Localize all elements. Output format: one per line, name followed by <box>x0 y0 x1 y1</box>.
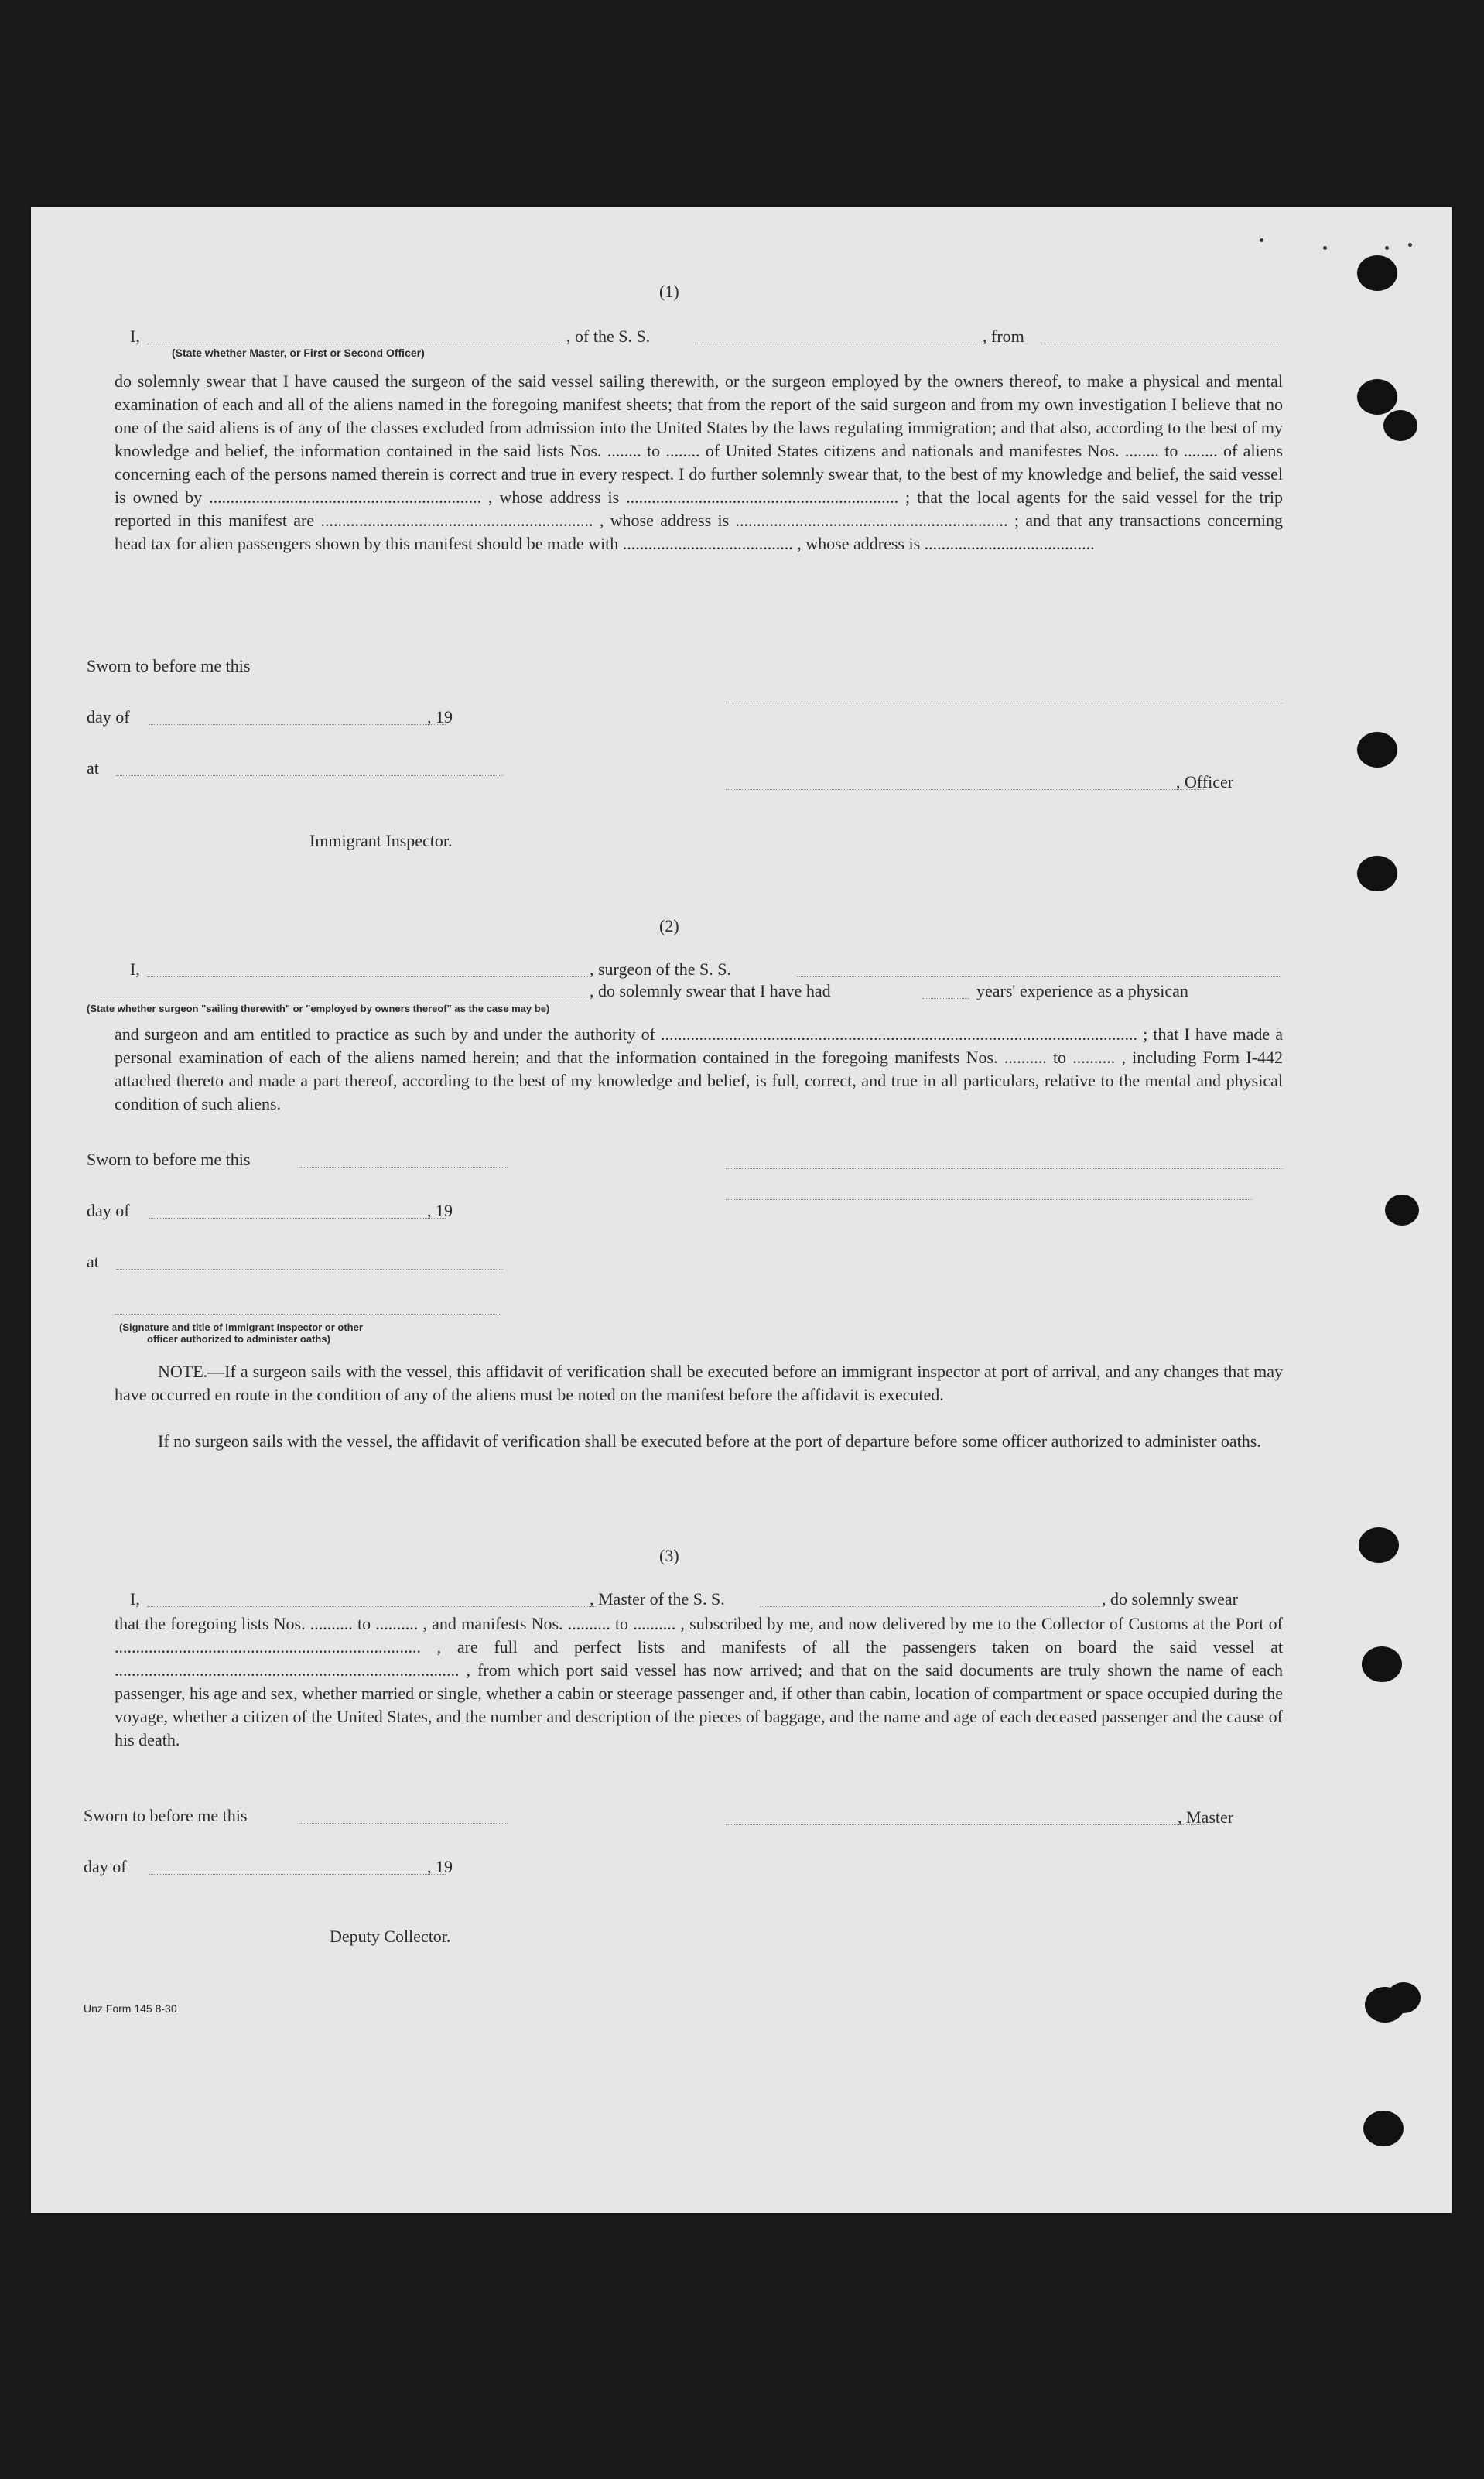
section-3-body: that the foregoing lists Nos. .......... to .......... , and manifests Nos. .......... to .......... , subscribed by me, and now delivered by me to the Collector of Customs at the Port of ........................................................................ , are full and perfect lists and manifests of all the passengers taken on board the said vessel at ................................................................................. , from which port said vessel has now arrived; and that on the said documents are truly shown the name of each passenger, his age and sex, whether married or single, whether a cabin or steerage passenger and, if other than cabin, location of compartment or space occupied during the voyage, whether a citizen of the United States, and the number and description of the pieces of baggage, and the name and age of each deceased passenger and the cause of his death. <box>115 1614 1283 1749</box>
binder-hole <box>1362 1646 1402 1682</box>
note-2: If no surgeon sails with the vessel, the affidavit of verification shall be executed before at the port of departure before some officer authorized to administer oaths. <box>158 1431 1261 1451</box>
sig-note-2: officer authorized to administer oaths) <box>147 1333 330 1345</box>
binder-hole <box>1387 1982 1421 2013</box>
sworn-line-3 <box>299 1823 508 1824</box>
day-line-3 <box>149 1874 446 1875</box>
officer-label: , Officer <box>1176 772 1234 792</box>
sworn-label-1: Sworn to before me this <box>87 656 251 675</box>
deputy-label: Deputy Collector. <box>330 1927 451 1946</box>
speck <box>1260 238 1263 242</box>
binder-hole <box>1359 1527 1399 1563</box>
binder-hole <box>1357 856 1397 891</box>
section-2-body: and surgeon and am entitled to practice as such by and under the authority of ................................................................................................................ ; that I have made a personal examination of each of the aliens named herein; and that the information contained in the foregoing manifests Nos. .......... to .......... , including Form I-442 attached thereto and made a part thereof, according to the best of my knowledge and belief, is full, correct, and true in all particulars, relative to the mental and physical condition of such aliens. <box>115 1024 1283 1113</box>
from-label: , from <box>983 327 1024 346</box>
at-label-2: at <box>87 1252 99 1271</box>
binder-hole <box>1383 410 1417 441</box>
sworn-label-2: Sworn to before me this <box>87 1150 251 1169</box>
at-line-1 <box>116 775 503 776</box>
year-label-2: , 19 <box>427 1201 453 1220</box>
speck <box>1323 246 1327 250</box>
master-sig-line <box>726 1824 1205 1825</box>
master-of-label: , Master of the S. S. <box>590 1589 725 1609</box>
surgeon-of-label: , surgeon of the S. S. <box>590 959 731 979</box>
section-3-number: (3) <box>659 1546 679 1565</box>
day-of-label-2: day of <box>87 1201 130 1220</box>
section-1-body: do solemnly swear that I have caused the surgeon of the said vessel sailing therewith, or the surgeon employed by the owners thereof, to make a physical and mental examination of each and all of the aliens named in the foregoing manifest sheets; that from the report of the said surgeon and from my own investigation I believe that no one of the said aliens is of any of the classes excluded from admission into the United States by the laws regulating immigration; and that also, according to the best of my knowledge and belief, the information contained in the said lists Nos. ........ to ........ of United States citizens and nationals and manifestes Nos. ........ to ........ of aliens concerning each of the persons named therein is correct and true in every respect. I do further solemnly swear that, to the best of my knowledge and belief, the said vessel is owned by ................................................................ , whose address is ................................................................ ; that the local agents for the said vessel for the trip reported in this manifest are ................................................................ , whose address is ................................................................ ; and that any transactions concerning head tax for alien passengers shown by this manifest should be made with ........................................ , whose address is ........................................ <box>115 371 1283 553</box>
year-label-1: , 19 <box>427 707 453 727</box>
sworn-line-2 <box>299 1167 508 1168</box>
surgeon-vessel-line <box>797 976 1281 977</box>
speck <box>1408 243 1412 247</box>
speck <box>1385 246 1389 250</box>
day-of-label-1: day of <box>87 707 130 727</box>
section-3-i: I, <box>130 1589 140 1609</box>
master-label: , Master <box>1178 1807 1234 1827</box>
note-1: NOTE.—If a surgeon sails with the vessel, this affidavit of verification shall be executed before an immigrant inspector at port of arrival, and any changes that may have occurred en route in the condition of any of the aliens must be noted on the manifest before the affidavit is executed. <box>115 1362 1283 1404</box>
section-2-number: (2) <box>659 916 679 935</box>
solemnly-label-2: , do solemnly swear that I have had <box>590 981 831 1000</box>
day-of-label-3: day of <box>84 1857 127 1876</box>
surgeon-note: (State whether surgeon "sailing therewith" or "employed by owners thereof" as the case may be) <box>87 1003 550 1014</box>
of-ss-label: , of the S. S. <box>566 327 651 346</box>
years-line <box>922 998 969 999</box>
section-1-number: (1) <box>659 282 679 301</box>
master-vessel-line <box>760 1606 1100 1607</box>
year-label-3: , 19 <box>427 1857 453 1876</box>
solemnly-label-3: , do solemnly swear <box>1102 1589 1238 1609</box>
master-note: (State whether Master, or First or Second Officer) <box>172 347 425 359</box>
years-label: years' experience as a physican <box>976 981 1188 1000</box>
officer-line <box>726 789 1205 790</box>
sworn-label-3: Sworn to before me this <box>84 1806 248 1825</box>
manifest-page <box>31 207 1452 2213</box>
section-2-i: I, <box>130 959 140 979</box>
inspector-label: Immigrant Inspector. <box>309 831 453 850</box>
binder-hole <box>1357 732 1397 768</box>
binder-hole <box>1357 379 1397 415</box>
section-1-i: I, <box>130 327 140 346</box>
binder-hole <box>1385 1195 1419 1226</box>
binder-hole <box>1363 2111 1404 2146</box>
sig-note-1: (Signature and title of Immigrant Inspector or other <box>119 1322 363 1333</box>
at-label-1: at <box>87 758 99 778</box>
inspector-sig-line <box>115 1314 501 1315</box>
binder-hole <box>1357 255 1397 291</box>
surgeon-name-line <box>147 976 588 977</box>
form-number: Unz Form 145 8-30 <box>84 2002 177 2015</box>
day-line-2 <box>149 1218 446 1219</box>
at-line-2 <box>116 1269 503 1270</box>
signature-line-2a <box>726 1168 1283 1169</box>
master-name-line <box>147 1606 596 1607</box>
day-line-1 <box>149 724 446 725</box>
signature-line-2b <box>726 1199 1252 1200</box>
